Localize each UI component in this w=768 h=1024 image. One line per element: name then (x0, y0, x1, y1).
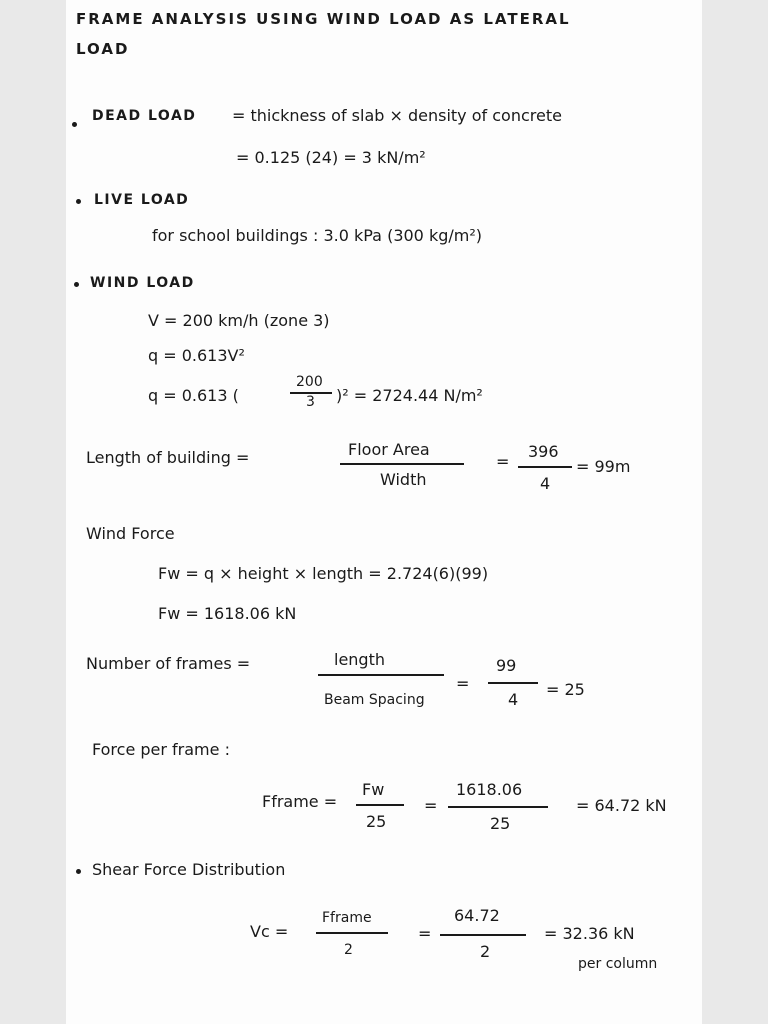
frames-label: Number of frames = (86, 654, 251, 673)
dead-load-label: DEAD LOAD (92, 108, 197, 124)
fraction-line (440, 934, 526, 936)
fraction-line (448, 806, 548, 808)
force-per-frame-equals: = (424, 796, 438, 815)
wind-pressure-left: q = 0.613 ( (148, 386, 239, 405)
shear-label: Shear Force Distribution (92, 860, 286, 879)
frames-numerator-value: 99 (496, 656, 517, 675)
dead-load-equation-2: = 0.125 (24) = 3 kN/m² (236, 148, 426, 167)
shear-equals: = (418, 924, 432, 943)
force-per-frame-numerator-value: 1618.06 (456, 780, 523, 799)
wind-pressure-denominator: 3 (306, 394, 315, 410)
title-line-2: LOAD (76, 40, 130, 58)
frames-denominator: Beam Spacing (324, 692, 425, 708)
length-denominator: Width (380, 470, 427, 489)
length-label: Length of building = (86, 448, 250, 467)
length-denominator-value: 4 (540, 474, 551, 493)
bullet (74, 282, 79, 287)
shear-result: = 32.36 kN (544, 924, 635, 943)
wind-force-result: Fw = 1618.06 kN (158, 604, 297, 623)
force-per-frame-lhs: Fframe = (262, 792, 338, 811)
live-load-text: for school buildings : 3.0 kPa (300 kg/m²) (152, 226, 482, 245)
dead-load-equation-1: = thickness of slab × density of concrete (232, 106, 562, 125)
wind-load-label: WIND LOAD (90, 275, 195, 291)
wind-force-equation: Fw = q × height × length = 2.724(6)(99) (158, 564, 489, 583)
force-per-frame-result: = 64.72 kN (576, 796, 667, 815)
wind-pressure-result: )² = 2724.44 N/m² (336, 386, 483, 405)
fraction-line (318, 674, 444, 676)
shear-denominator-value: 2 (480, 942, 491, 961)
length-equals: = (496, 452, 510, 471)
live-load-label: LIVE LOAD (94, 192, 190, 208)
length-numerator: Floor Area (348, 440, 430, 459)
fraction-line (356, 804, 404, 806)
force-per-frame-denominator: 25 (366, 812, 387, 831)
force-per-frame-numerator: Fw (362, 780, 385, 799)
fraction-line (340, 463, 464, 465)
bullet (76, 199, 81, 204)
length-result: = 99m (576, 457, 631, 476)
frames-denominator-value: 4 (508, 690, 519, 709)
shear-lhs: Vc = (250, 922, 289, 941)
shear-numerator-value: 64.72 (454, 906, 500, 925)
length-numerator-value: 396 (528, 442, 559, 461)
shear-numerator: Fframe (322, 910, 372, 926)
fraction-line (518, 466, 572, 468)
wind-speed: V = 200 km/h (zone 3) (148, 311, 330, 330)
wind-pressure-numerator: 200 (296, 374, 323, 390)
bullet (76, 869, 81, 874)
shear-denominator: 2 (344, 942, 353, 958)
wind-pressure-formula: q = 0.613V² (148, 346, 245, 365)
title-line-1: FRAME ANALYSIS USING WIND LOAD AS LATERAL (76, 10, 571, 28)
fraction-line (488, 682, 538, 684)
frames-equals: = (456, 674, 470, 693)
force-per-frame-label: Force per frame : (92, 740, 230, 759)
bullet (72, 122, 77, 127)
frames-numerator: length (334, 650, 385, 669)
fraction-line (316, 932, 388, 934)
wind-force-label: Wind Force (86, 524, 175, 543)
force-per-frame-denominator-value: 25 (490, 814, 511, 833)
shear-note: per column (578, 956, 658, 972)
frames-result: = 25 (546, 680, 585, 699)
